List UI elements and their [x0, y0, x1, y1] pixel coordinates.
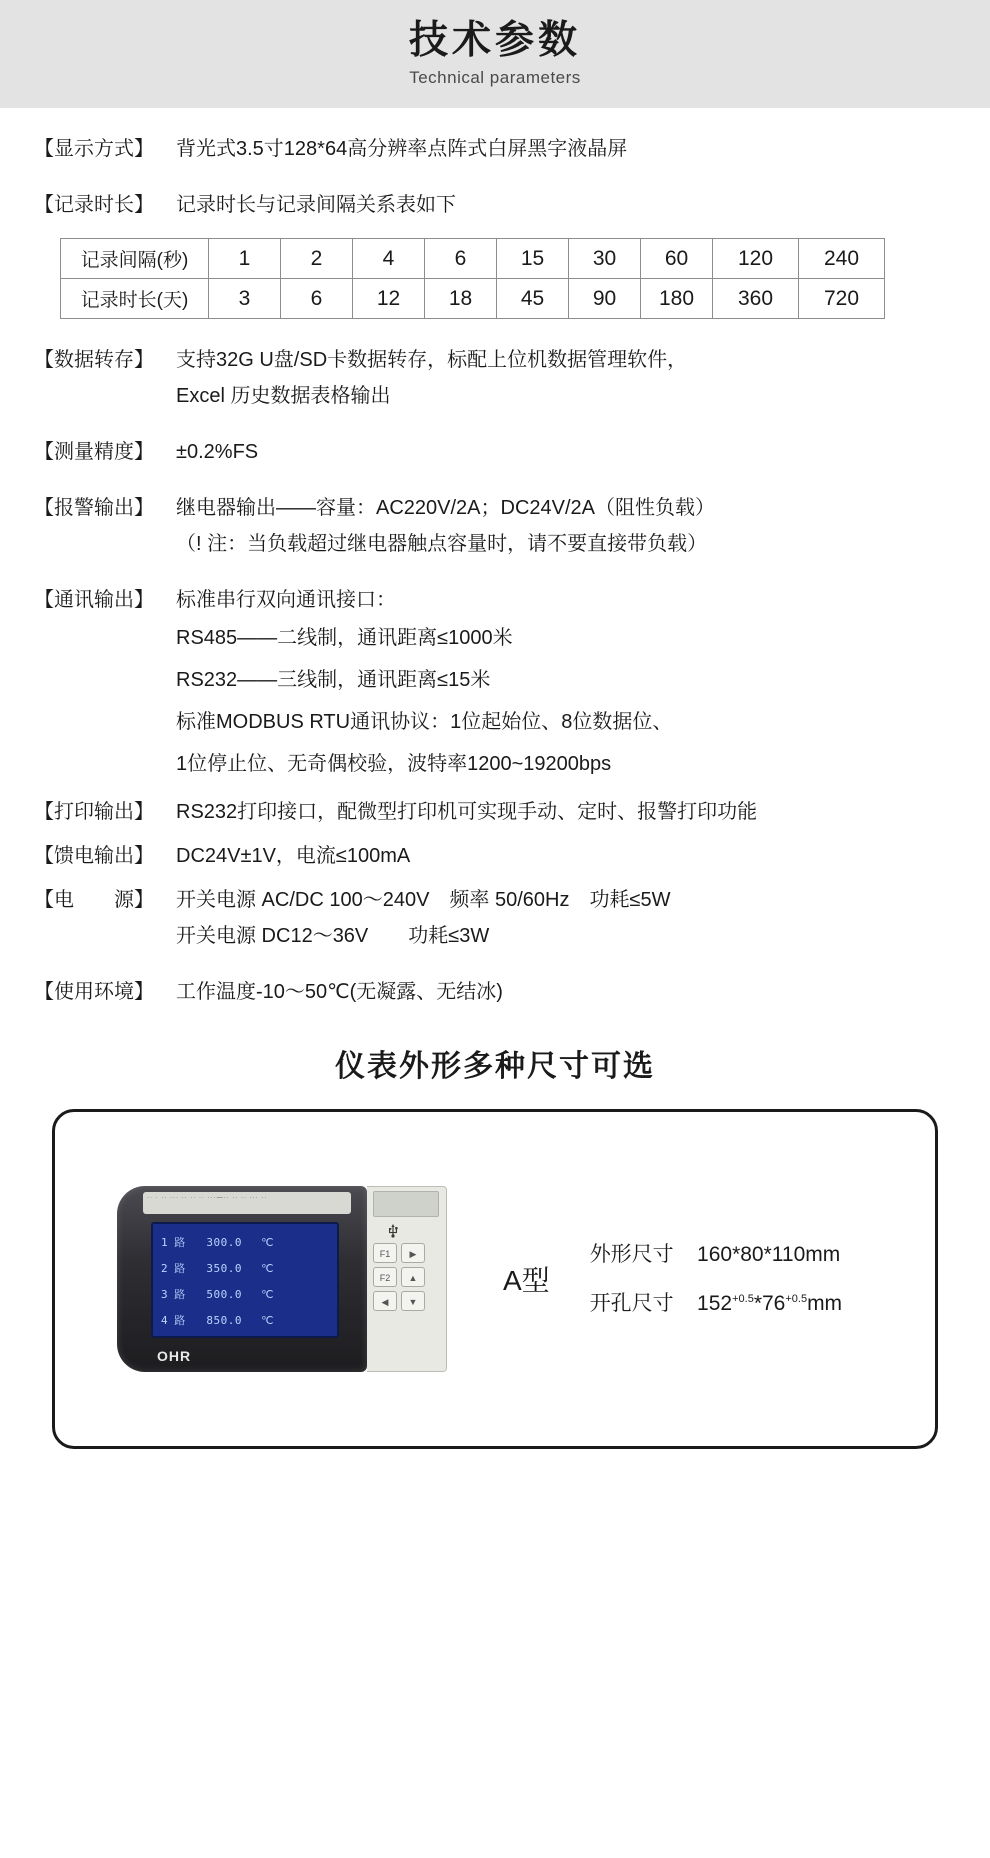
- dimension-value: 160*80*110mm: [697, 1242, 841, 1266]
- lcd-value-1: 350.0: [206, 1262, 242, 1275]
- interval-cell-1: 2: [281, 239, 353, 279]
- lcd-channel-3: 4 路: [161, 1314, 186, 1327]
- duration-cell-7: 360: [713, 279, 799, 319]
- spec-value-comm-line5: 1位停止位、无奇偶校验，波特率1200~19200bps: [176, 753, 612, 775]
- lcd-channel-0: 1 路: [161, 1236, 186, 1249]
- lcd-channel-2: 3 路: [161, 1288, 186, 1301]
- table-header-duration: 记录时长(天): [61, 279, 209, 319]
- section-title-sizes: 仪表外形多种尺寸可选: [335, 1050, 655, 1083]
- page-title-cn: 技术参数: [408, 19, 581, 62]
- spec-row-feed-output: [34, 841, 990, 871]
- spec-value-accuracy: ±0.2%FS: [176, 441, 259, 463]
- spec-label-record-time: 【记录时长】: [34, 194, 154, 216]
- cutout-sup-b: +0.5: [785, 1292, 808, 1305]
- key-up[interactable]: ▲: [401, 1267, 425, 1287]
- spec-value-comm-output: 标准串行双向通讯接口：: [176, 589, 396, 611]
- device-top-strip: ·· · ·· ··· ·· ·· ·· ···—·· ·· ·· ··· ··: [143, 1192, 351, 1214]
- page-title-en: Technical parameters: [409, 68, 581, 87]
- cutout-line: [590, 1277, 842, 1326]
- device-size-block: [590, 1233, 842, 1326]
- interval-cell-4: 15: [497, 239, 569, 279]
- spec-value-record-time: 记录时长与记录间隔关系表如下: [176, 194, 456, 216]
- spec-row-record-time: [34, 190, 990, 220]
- device-control-panel: [367, 1186, 447, 1372]
- spec-value-alarm-output: 继电器输出——容量：AC220V/2A；DC24V/2A（阻性负载）: [176, 497, 716, 519]
- duration-cell-2: 12: [353, 279, 425, 319]
- spec-label-alarm-output: 【报警输出】: [34, 497, 154, 519]
- spec-row-alarm-output: [34, 493, 990, 523]
- device-illustration: [117, 1186, 447, 1372]
- device-keypad[interactable]: [373, 1243, 441, 1311]
- spec-label-comm-output: 【通讯输出】: [34, 589, 154, 611]
- duration-cell-1: 6: [281, 279, 353, 319]
- spec-label-accuracy: 【测量精度】: [34, 441, 154, 463]
- spec-value-display: 背光式3.5寸128*64高分辨率点阵式白屏黑字液晶屏: [176, 138, 628, 160]
- spec-value-power-line2: 开关电源 DC12～36V 功耗≤3W: [176, 925, 490, 947]
- lcd-row-2: [161, 1282, 333, 1308]
- device-brand-logo: OHR: [157, 1348, 192, 1364]
- spec-value-environment: 工作温度-10～50℃(无凝露、无结冰): [176, 981, 503, 1003]
- spec-label-feed-output: 【馈电输出】: [34, 845, 154, 867]
- device-lcd-screen: [151, 1222, 339, 1338]
- cutout-mid: *76: [753, 1291, 786, 1315]
- spec-row-data-transfer: [34, 345, 990, 375]
- cutout-value-a: 152: [697, 1291, 733, 1315]
- spec-value-comm-line4: 标准MODBUS RTU通讯协议：1位起始位、8位数据位、: [176, 711, 673, 733]
- lcd-value-0: 300.0: [206, 1236, 242, 1249]
- usb-icon: [385, 1223, 401, 1239]
- device-model-label: [503, 1259, 550, 1299]
- duration-cell-3: 18: [425, 279, 497, 319]
- lcd-row-1: [161, 1256, 333, 1282]
- duration-cell-5: 90: [569, 279, 641, 319]
- spec-value-feed-output: DC24V±1V，电流≤100mA: [176, 845, 411, 867]
- dimension-line: [590, 1233, 842, 1277]
- key-f1[interactable]: F1: [373, 1243, 397, 1263]
- device-body: [117, 1186, 367, 1372]
- table-row: [61, 239, 885, 279]
- spec-row-accuracy: [34, 437, 990, 467]
- spec-label-print-output: 【打印输出】: [34, 801, 154, 823]
- cutout-unit: mm: [807, 1291, 843, 1315]
- interval-cell-7: 120: [713, 239, 799, 279]
- spec-value-comm-line3: RS232——三线制，通讯距离≤15米: [176, 669, 491, 691]
- lcd-channel-1: 2 路: [161, 1262, 186, 1275]
- key-right[interactable]: ▶: [401, 1243, 425, 1263]
- spec-value-data-transfer: 支持32G U盘/SD卡数据转存，标配上位机数据管理软件，: [176, 349, 688, 371]
- lcd-value-2: 500.0: [206, 1288, 242, 1301]
- key-down[interactable]: ▼: [401, 1291, 425, 1311]
- cutout-label: 开孔尺寸: [589, 1291, 674, 1315]
- interval-cell-2: 4: [353, 239, 425, 279]
- table-row: [61, 279, 885, 319]
- key-left[interactable]: ◀: [373, 1291, 397, 1311]
- panel-slot: [373, 1191, 439, 1217]
- cutout-sup-a: +0.5: [732, 1292, 754, 1305]
- lcd-row-3: [161, 1308, 333, 1334]
- lcd-unit-2: ℃: [261, 1288, 274, 1301]
- duration-cell-6: 180: [641, 279, 713, 319]
- lcd-unit-3: ℃: [261, 1314, 274, 1327]
- interval-cell-6: 60: [641, 239, 713, 279]
- spec-label-environment: 【使用环境】: [34, 981, 154, 1003]
- spec-value-print-output: RS232打印接口，配微型打印机可实现手动、定时、报警打印功能: [176, 801, 758, 823]
- spec-value-power: 开关电源 AC/DC 100～240V 频率 50/60Hz 功耗≤5W: [176, 889, 671, 911]
- dimension-label: 外形尺寸: [589, 1242, 674, 1266]
- spec-value-comm-line2: RS485——二线制，通讯距离≤1000米: [176, 627, 513, 649]
- lcd-value-3: 850.0: [206, 1314, 242, 1327]
- duration-cell-4: 45: [497, 279, 569, 319]
- spec-label-data-transfer: 【数据转存】: [34, 349, 154, 371]
- interval-cell-5: 30: [569, 239, 641, 279]
- spec-row-environment: [34, 977, 990, 1007]
- table-header-interval: 记录间隔(秒): [61, 239, 209, 279]
- interval-cell-3: 6: [425, 239, 497, 279]
- spec-list: [0, 108, 990, 1007]
- device-model-text: A型: [503, 1265, 550, 1296]
- spec-value-data-transfer-line2: Excel 历史数据表格输出: [176, 385, 391, 407]
- lcd-unit-1: ℃: [261, 1262, 274, 1275]
- interval-cell-0: 1: [209, 239, 281, 279]
- spec-row-comm-output: [34, 585, 990, 615]
- spec-row-power: [34, 885, 990, 915]
- product-card: [52, 1109, 938, 1449]
- record-table-wrapper: [60, 238, 990, 319]
- spec-row-display: [34, 134, 990, 164]
- key-f2[interactable]: F2: [373, 1267, 397, 1287]
- duration-cell-8: 720: [799, 279, 885, 319]
- duration-cell-0: 3: [209, 279, 281, 319]
- interval-cell-8: 240: [799, 239, 885, 279]
- lcd-unit-0: ℃: [261, 1236, 274, 1249]
- spec-label-display: 【显示方式】: [34, 138, 154, 160]
- page-header: [0, 0, 990, 108]
- spec-row-print-output: [34, 797, 990, 827]
- record-interval-table: [60, 238, 885, 319]
- lcd-row-0: [161, 1230, 333, 1256]
- spec-note-alarm-output: （! 注：当负载超过继电器触点容量时，请不要直接带负载）: [176, 533, 708, 555]
- spec-label-power: 【电 源】: [34, 889, 154, 911]
